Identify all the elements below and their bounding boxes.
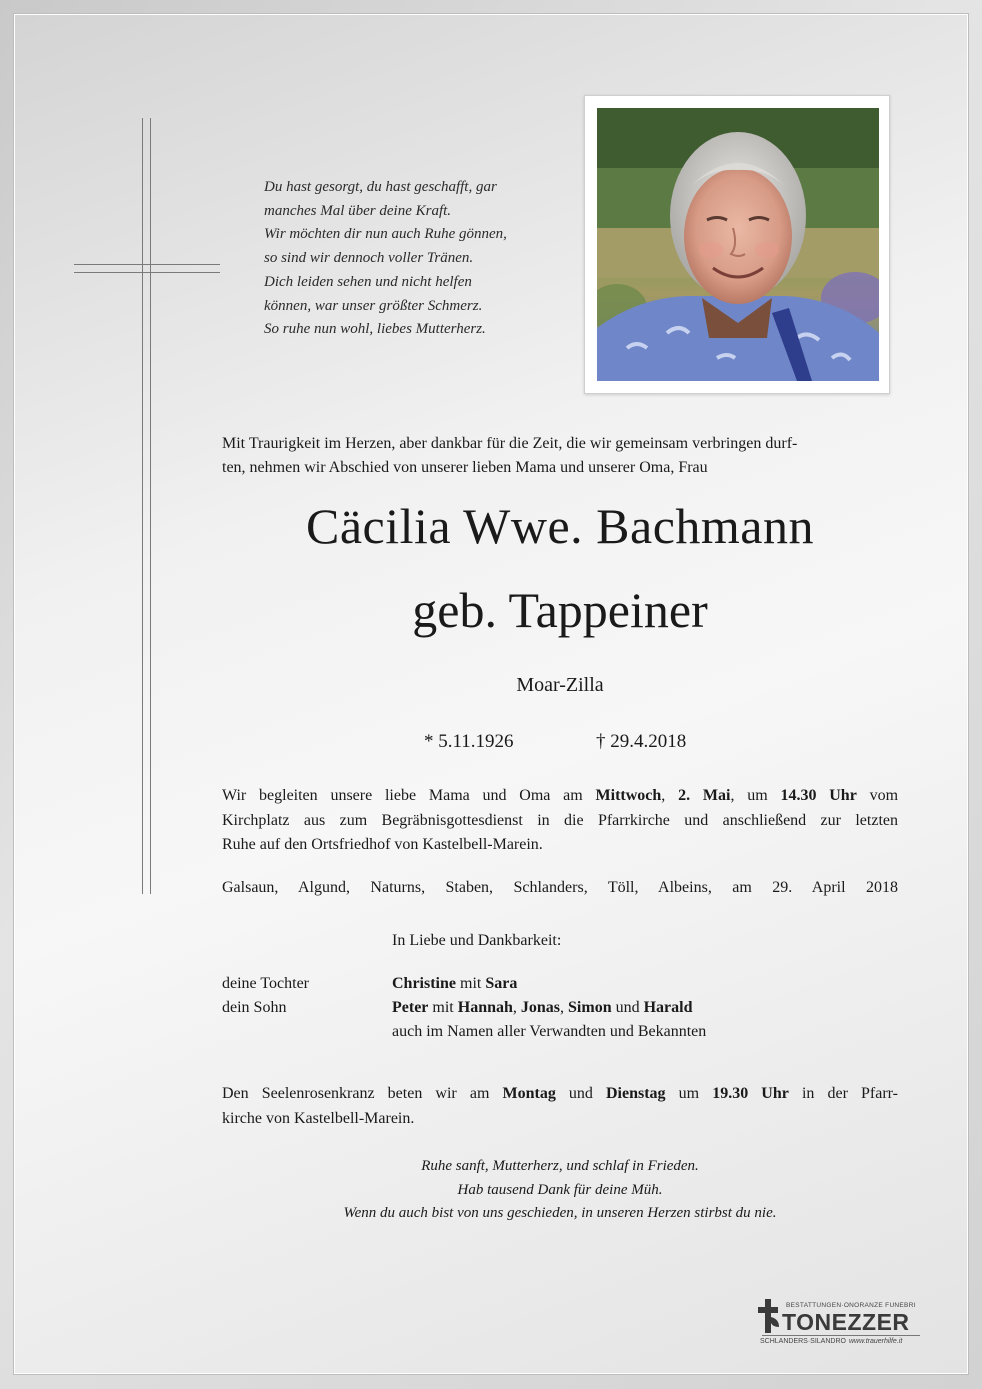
poem-line: So ruhe nun wohl, liebes Mutterherz. [264,321,486,338]
intro-text [222,432,898,480]
poem-line: so sind wir dennoch voller Tränen. [264,250,474,267]
rosary-line-2: kirche von Kastelbell-Marein. [222,1109,415,1127]
funeral-text [222,784,898,858]
mourner-name: Christine [392,975,456,992]
son-label: dein Sohn [222,999,287,1016]
rosary-day: Montag [502,1085,556,1102]
rosary-text-part: und [568,1085,593,1102]
logo-divider [762,1335,920,1336]
place-and-date: Galsaun, Algund, Naturns, Staben, Schlanders, Töll, Albeins, am 29. April 2018 [222,879,898,896]
logo-location: SCHLANDERS·SILANDRO [760,1338,846,1345]
poem-line: Wir möchten dir nun auch Ruhe gönnen, [264,226,507,243]
daughter-names [392,972,517,996]
funeral-line-3: Ruhe auf den Ortsfriedhof von Kastelbell-Marein. [222,836,543,853]
logo-name: TONEZZER [782,1309,910,1335]
mourner-name: Peter [392,999,429,1016]
funeral-home-logo [756,1297,920,1357]
funeral-line-2: Kirchplatz aus zum Begräbnisgottesdienst in die Pfarrkirche und anschließend zur letzten [222,811,898,829]
rosary-text [222,1082,898,1131]
mourner-name: Harald [643,999,693,1016]
funeral-line-1 [222,784,898,809]
mourner-name: Jonas [520,999,561,1016]
funeral-day: Mittwoch [595,787,662,804]
cross-horizontal-line-2 [74,272,220,273]
closing-verse [222,1155,898,1226]
connector-text: mit [460,975,482,992]
funeral-text-part: Wir begleiten unsere liebe Mama und Oma am [222,787,583,804]
funeral-text-part: , [661,787,666,804]
rosary-time: 19.30 Uhr [712,1085,789,1102]
poem-line: Du hast gesorgt, du hast geschafft, gar [264,179,497,195]
mourner-name: Hannah [457,999,513,1016]
connector-text: mit [432,999,454,1016]
logo-url: www.trauerhilfe.it [848,1338,903,1345]
intro-line: Mit Traurigkeit im Herzen, aber dankbar für die Zeit, die wir gemeinsam verbringen durf- [222,435,798,452]
funeral-text-part: vom [869,787,899,804]
poem-line: können, war unser größter Schmerz. [264,297,483,314]
mourners-others: auch im Namen aller Verwandten und Bekannten [392,1023,707,1040]
funeral-date: 2. Mai [678,787,731,804]
son-names: Peter mit Hannah, Jonas, Simon und Harald [392,999,693,1016]
mourner-name: Sara [485,975,518,992]
intro-line: ten, nehmen wir Abschied von unserer lieben Mama und unserer Oma, Frau [222,459,708,476]
portrait-frame [584,95,890,394]
poem-line: manches Mal über deine Kraft. [264,202,452,219]
portrait-illustration [597,108,879,381]
logo-cross-icon [756,1297,782,1337]
rosary-text-part: in der Pfarr- [801,1085,899,1102]
funeral-time: 14.30 Uhr [780,787,857,804]
mourner-name: Simon [568,999,612,1016]
rosary-line-1 [222,1082,898,1107]
rosary-day: Dienstag [606,1085,666,1102]
closing-line: Wenn du auch bist von uns geschieden, in unseren Herzen stirbst du nie. [343,1205,777,1221]
mourners-heading: In Liebe und Dankbarkeit: [392,932,562,949]
connector-text: und [615,999,640,1016]
closing-line: Hab tausend Dank für deine Müh. [457,1181,663,1198]
closing-line: Ruhe sanft, Mutterherz, und schlaf in Frieden. [421,1158,699,1174]
poem-line: Dich leiden sehen und nicht helfen [264,273,472,290]
death-date: † 29.4.2018 [596,731,687,752]
deceased-maiden-name: geb. Tappeiner [412,582,708,638]
birth-date: * 5.11.1926 [424,731,514,752]
logo-tagline: BESTATTUNGEN·ONORANZE FUNEBRI [786,1302,916,1309]
portrait-photo [597,108,879,381]
funeral-text-part: , um [730,787,768,804]
rosary-text-part: um [678,1085,700,1102]
cross-vertical-line-1 [142,118,143,894]
logo-subline [760,1338,902,1345]
deceased-name: Cäcilia Wwe. Bachmann [305,498,814,554]
daughter-label: deine Tochter [222,975,309,992]
poem [264,176,564,342]
rosary-text-part: Den Seelenrosenkranz beten wir am [222,1085,490,1102]
cross-horizontal-line-1 [74,264,220,265]
cross-vertical-line-2 [150,118,151,894]
deceased-nickname: Moar-Zilla [516,674,604,696]
